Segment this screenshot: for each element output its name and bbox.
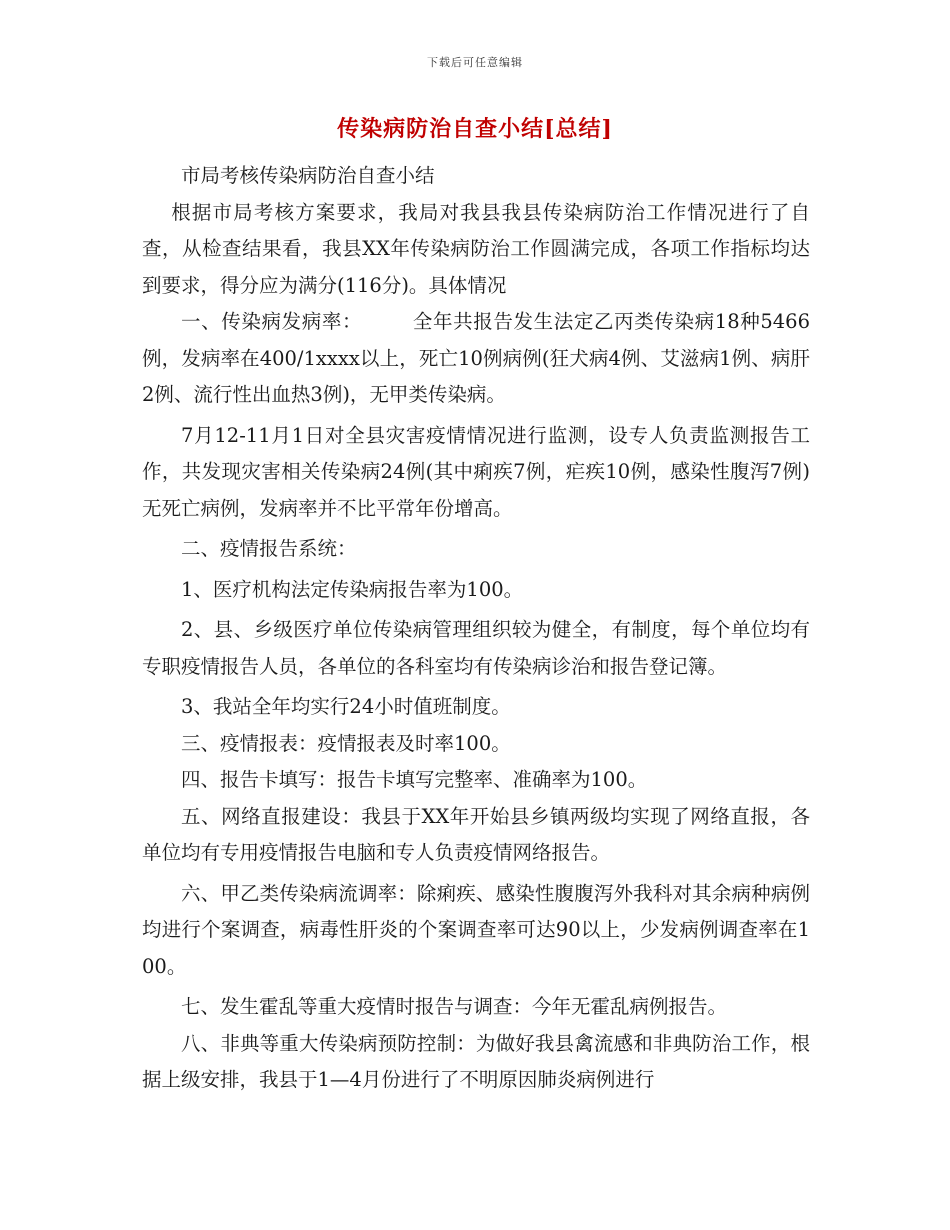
- paragraph: 2、县、乡级医疗单位传染病管理组织较为健全，有制度，每个单位均有专职疫情报告人员，各单位的各科室均有传染病诊治和报告登记簿。: [142, 618, 810, 678]
- header-note: 下载后可任意编辑: [427, 56, 523, 69]
- paragraph: 1、医疗机构法定传染病报告率为100。: [181, 577, 524, 601]
- document-title: 传染病防治自查小结[总结]: [337, 116, 613, 142]
- paragraph: 7月12-11月1日对全县灾害疫情情况进行监测，设专人负责监测报告工作，共发现灾害相关传染病24例(其中痢疾7例，疟疾10例，感染性腹泻7例)无死亡病例，发病率并不比平常年份增高。: [142, 423, 810, 520]
- paragraph: 六、甲乙类传染病流调率：除痢疾、感染性腹腹泻外我科对其余病种病例均进行个案调查，病毒性肝炎的个案调查率可达90以上，少发病例调查率在100。: [142, 881, 810, 978]
- paragraph: 五、网络直报建设：我县于XX年开始县乡镇两级均实现了网络直报，各单位均有专用疫情报告电脑和专人负责疫情网络报告。: [142, 804, 810, 864]
- paragraph: 二、疫情报告系统：: [181, 537, 357, 560]
- paragraph: 3、我站全年均实行24小时值班制度。: [181, 695, 511, 718]
- paragraph: 四、报告卡填写：报告卡填写完整率、准确率为100。: [181, 768, 648, 791]
- paragraph: 一、传染病发病率： 全年共报告发生法定乙丙类传染病18种5466例，发病率在400/1xxxx以上，死亡10例病例(狂犬病4例、艾滋病1例、病肝2例、流行性出血热3例)，无甲类传染病。: [142, 310, 810, 406]
- paragraph: 根据市局考核方案要求，我局对我县我县传染病防治工作情况进行了自查，从检查结果看，我县XX年传染病防治工作圆满完成，各项工作指标均达到要求，得分应为满分(116分)。具体情况: [142, 200, 810, 297]
- paragraph: 三、疫情报表：疫情报表及时率100。: [181, 731, 511, 755]
- paragraph: 八、非典等重大传染病预防控制：为做好我县禽流感和非典防治工作，根据上级安排，我县于1—4月份进行了不明原因肺炎病例进行: [142, 1031, 810, 1091]
- paragraph-subtitle: 市局考核传染病防治自查小结: [181, 164, 435, 187]
- document-body: [142, 158, 810, 1099]
- paragraph: 七、发生霍乱等重大疫情时报告与调查：今年无霍乱病例报告。: [181, 995, 728, 1018]
